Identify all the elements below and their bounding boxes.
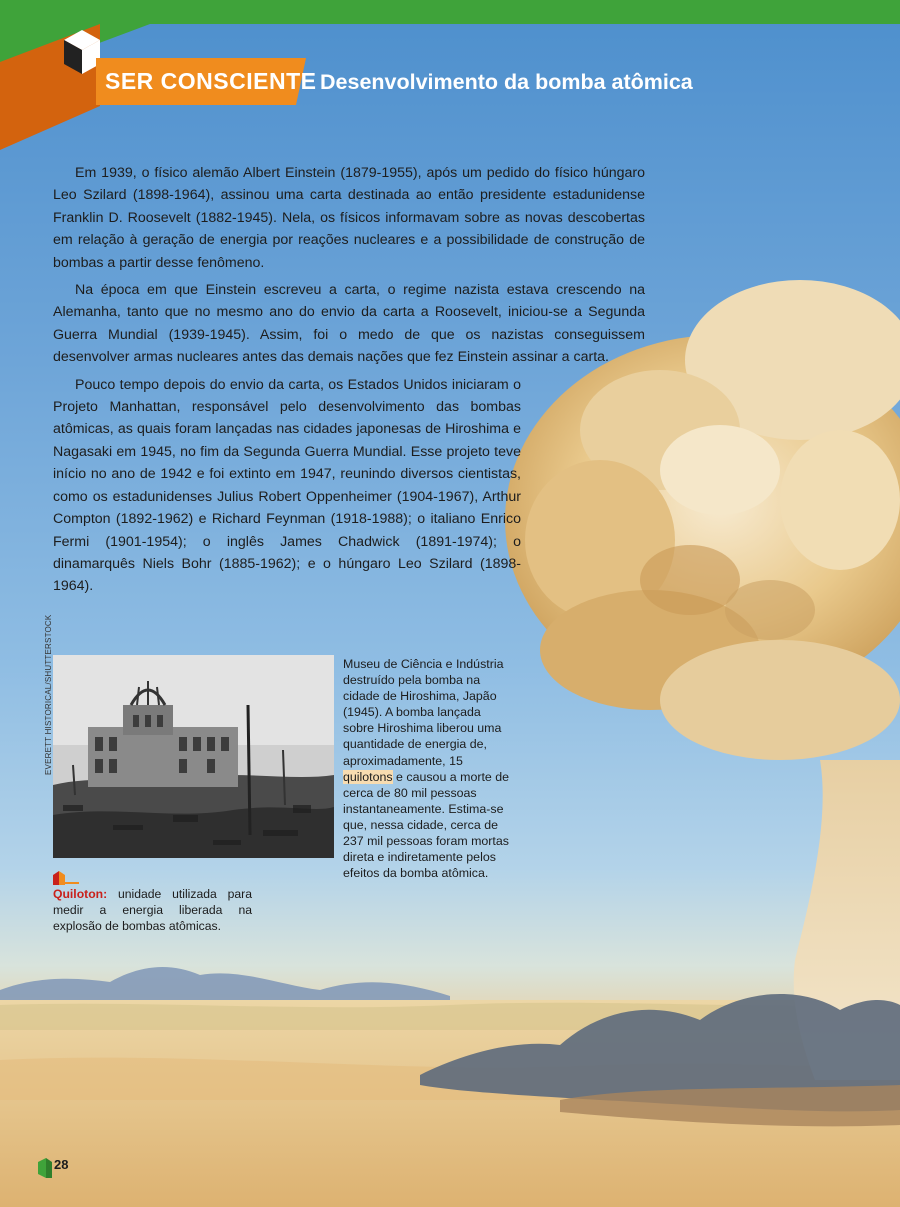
page-number: 28 xyxy=(54,1157,69,1172)
glossary-flag-icon xyxy=(53,871,79,885)
body-text xyxy=(53,162,645,603)
paragraph-1: Em 1939, o físico alemão Albert Einstein (1879-1955), após um pedido do físico húngaro Leo Szilard (1898-1964), assinou uma carta destinada ao então presidente estadunidense Franklin D. Roosevelt (1882-1945). Nela, os físicos informavam sobre as novas descobertas em relação à geração de energia por reações nucleares e a possibilidade de construção de bombas a partir desse fenômeno. xyxy=(53,165,645,271)
caption-text-end: e causou a morte de cerca de 80 mil pessoas instantaneamente. Estima-se que, nessa cidade, cerca de 237 mil pessoas foram mortas direta e indiretamente pelos efeitos da bomba atômica. xyxy=(343,769,510,881)
glossary-definition: unidade utilizada para medir a energia liberada na explosão de bombas atômicas. xyxy=(53,887,252,933)
paragraph-3: Pouco tempo depois do envio da carta, os Estados Unidos iniciaram o Projeto Manhattan, responsável pelo desenvolvimento das bombas atômicas, as quais foram lançadas nas cidades japonesas de Hiroshima e Nagasaki em 1945, no fim da Segunda Guerra Mundial. Esse projeto teve início no ano de 1942 e foi extinto em 1947, reunindo diversos cientistas, como os estadunidenses Julius Robert Oppenheimer (1904-1967), Arthur Compton (1892-1962) e Richard Feynman (1918-1988); o italiano Enrico Fermi (1901-1954); o inglês James Chadwick (1891-1974); o dinamarquês Niels Bohr (1885-1962); e o húngaro Leo Szilard (1898-1964). xyxy=(53,376,521,595)
hiroshima-ruins-image xyxy=(53,655,334,858)
photo-caption xyxy=(343,656,515,881)
glossary-note xyxy=(53,886,252,934)
section-tag: SER CONSCIENTE xyxy=(105,68,317,94)
page-title: Desenvolvimento da bomba atômica xyxy=(320,70,693,94)
hiroshima-dome-photo xyxy=(53,655,334,858)
caption-highlight-term: quilotons xyxy=(343,769,393,784)
page-corner-icon xyxy=(38,1158,54,1178)
photo-credit: EVERETT HISTORICAL/SHUTTERSTOCK xyxy=(44,614,53,775)
caption-text-start: Museu de Ciência e Indústria destruído pela bomba na cidade de Hiroshima, Japão (1945). A bomba lançada sobre Hiroshima liberou uma quantidade de energia de, aproximadamente, 15 xyxy=(343,657,504,768)
paragraph-2: Na época em que Einstein escreveu a carta, o regime nazista estava crescendo na Alemanha, tanto que no mesmo ano do envio da carta a Roosevelt, iniciou-se a Segunda Guerra Mundial (1939-1945). Assim, foi o medo de que os nazistas conseguissem desenvolver armas nucleares antes das demais nações que fez Einstein assinar a carta. xyxy=(53,282,645,366)
glossary-term: Quiloton: xyxy=(53,887,108,901)
